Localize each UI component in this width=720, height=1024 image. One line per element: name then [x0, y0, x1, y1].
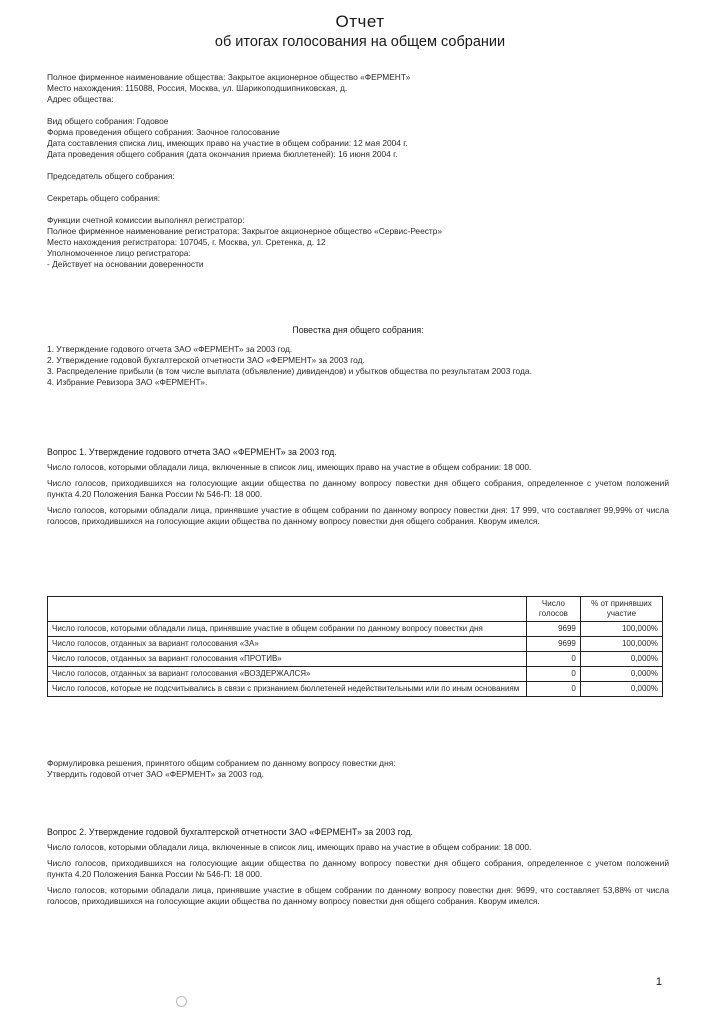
table-row [48, 637, 663, 652]
table-cell-votes: 9699 [527, 622, 581, 637]
table-cell-votes: 0 [527, 667, 581, 682]
agenda-list [47, 344, 669, 388]
table-cell-label: Число голосов, которые не подсчитывались в связи с признанием бюллетеней недействительными или по иным основаниям [48, 682, 527, 697]
scan-hole-mark [176, 996, 187, 1007]
question-2-body [47, 842, 669, 907]
question-2-heading: Вопрос 2. Утверждение годовой бухгалтерской отчетности ЗАО «ФЕРМЕНТ» за 2003 год. [47, 827, 413, 837]
agenda-item: 2. Утверждение годовой бухгалтерской отчетности ЗАО «ФЕРМЕНТ» за 2003 год. [47, 355, 365, 365]
table-cell-label: Число голосов, отданных за вариант голосования «ПРОТИВ» [48, 652, 527, 667]
intro-line: Вид общего собрания: Годовое [47, 116, 169, 126]
decision-text: Утвердить годовой отчет ЗАО «ФЕРМЕНТ» за 2003 год. [47, 769, 264, 779]
report-subtitle: об итогах голосования на общем собрании [214, 34, 506, 50]
intro-line: Адрес общества: [47, 94, 114, 104]
intro-line [47, 182, 669, 193]
table-row [48, 682, 663, 697]
agenda-item: 4. Избрание Ревизора ЗАО «ФЕРМЕНТ». [47, 377, 208, 387]
agenda-item: 3. Распределение прибыли (в том числе выплата (объявление) дивидендов) и убытков общества по результатам 2003 года. [47, 366, 532, 376]
intro-line: Полное фирменное наименование регистратора: Закрытое акционерное общество «Сервис-Реестр» [47, 226, 443, 236]
intro-line [47, 105, 669, 116]
question-paragraph: Число голосов, которыми обладали лица, включенные в список лиц, имеющих право на участие в общем собрании: 18 000. [47, 842, 532, 852]
intro-line: Полное фирменное наименование общества: Закрытое акционерное общество «ФЕРМЕНТ» [47, 72, 411, 82]
page-number: 1 [655, 976, 662, 988]
table-cell-label: Число голосов, отданных за вариант голосования «ВОЗДЕРЖАЛСЯ» [48, 667, 527, 682]
report-title: Отчет [335, 12, 385, 31]
table-header-empty [48, 597, 527, 622]
voting-results-table [47, 596, 663, 697]
question-paragraph: Число голосов, которыми обладали лица, принявшие участие в общем собрании по данному вопросу повестки дня: 9699, что составляет 53,88% от числа голосов, приходившихся на голосующие акции общества по данному вопросу повестки дня общего собрания. Кворум имелся. [47, 885, 669, 906]
table-cell-percent: 100,000% [580, 622, 662, 637]
intro-line: Дата проведения общего собрания (дата окончания приема бюллетеней): 16 июня 2004 г. [47, 149, 398, 159]
question-paragraph: Число голосов, которыми обладали лица, принявшие участие в общем собрании по данному вопросу повестки дня: 17 999, что составляет 99,99% от числа голосов, приходившихся на голосующие акции общества по данному вопросу повестки дня общего собрания. Кворум имелся. [47, 505, 669, 526]
intro-block [47, 72, 669, 270]
question-paragraph: Число голосов, которыми обладали лица, включенные в список лиц, имеющих право на участие в общем собрании: 18 000. [47, 462, 532, 472]
table-cell-label: Число голосов, отданных за вариант голосования «ЗА» [48, 637, 527, 652]
question-1-heading: Вопрос 1. Утверждение годового отчета ЗАО «ФЕРМЕНТ» за 2003 год. [47, 447, 337, 457]
table-cell-percent: 0,000% [580, 667, 662, 682]
question-paragraph: Число голосов, приходившихся на голосующие акции общества по данному вопросу повестки дня общего собрания, определенное с учетом положений пункта 4.20 Положения Банка России № 546-П: 18 000. [47, 478, 669, 499]
intro-line: - Действует на основании доверенности [47, 259, 204, 269]
agenda-item: 1. Утверждение годового отчета ЗАО «ФЕРМЕНТ» за 2003 год. [47, 344, 293, 354]
intro-line: Функции счетной комиссии выполнял регистратор: [47, 215, 245, 225]
intro-line: Уполномоченное лицо регистратора: [47, 248, 191, 258]
question-1-body [47, 462, 669, 527]
table-cell-label: Число голосов, которыми обладали лица, принявшие участие в общем собрании по данному вопросу повестки дня [48, 622, 527, 637]
table-header-percent: % от принявших участие [580, 597, 662, 622]
table-row [48, 622, 663, 637]
intro-line: Секретарь общего собрания: [47, 193, 161, 203]
table-row [48, 667, 663, 682]
intro-line [47, 204, 669, 215]
question-paragraph: Число голосов, приходившихся на голосующие акции общества по данному вопросу повестки дня общего собрания, определенное с учетом положений пункта 4.20 Положения Банка России № 546-П: 18 000. [47, 858, 669, 879]
decision-heading: Формулировка решения, принятого общим собранием по данному вопросу повестки дня: [47, 758, 396, 768]
table-cell-votes: 9699 [527, 637, 581, 652]
intro-line: Место нахождения регистратора: 107045, г. Москва, ул. Сретенка, д. 12 [47, 237, 326, 247]
intro-line: Председатель общего собрания: [47, 171, 175, 181]
intro-line [47, 160, 669, 171]
table-cell-percent: 0,000% [580, 682, 662, 697]
table-cell-percent: 100,000% [580, 637, 662, 652]
agenda-heading: Повестка дня общего собрания: [292, 325, 424, 335]
table-header-row [48, 597, 663, 622]
intro-line: Место нахождения: 115088, Россия, Москва, ул. Шарикоподшипниковская, д. [47, 83, 348, 93]
table-cell-percent: 0,000% [580, 652, 662, 667]
table-header-votes: Число голосов [527, 597, 581, 622]
question-1-decision [47, 758, 669, 780]
intro-line: Дата составления списка лиц, имеющих право на участие в общем собрании: 12 мая 2004 г. [47, 138, 408, 148]
table-cell-votes: 0 [527, 652, 581, 667]
intro-line: Форма проведения общего собрания: Заочное голосование [47, 127, 280, 137]
table-row [48, 652, 663, 667]
table-cell-votes: 0 [527, 682, 581, 697]
